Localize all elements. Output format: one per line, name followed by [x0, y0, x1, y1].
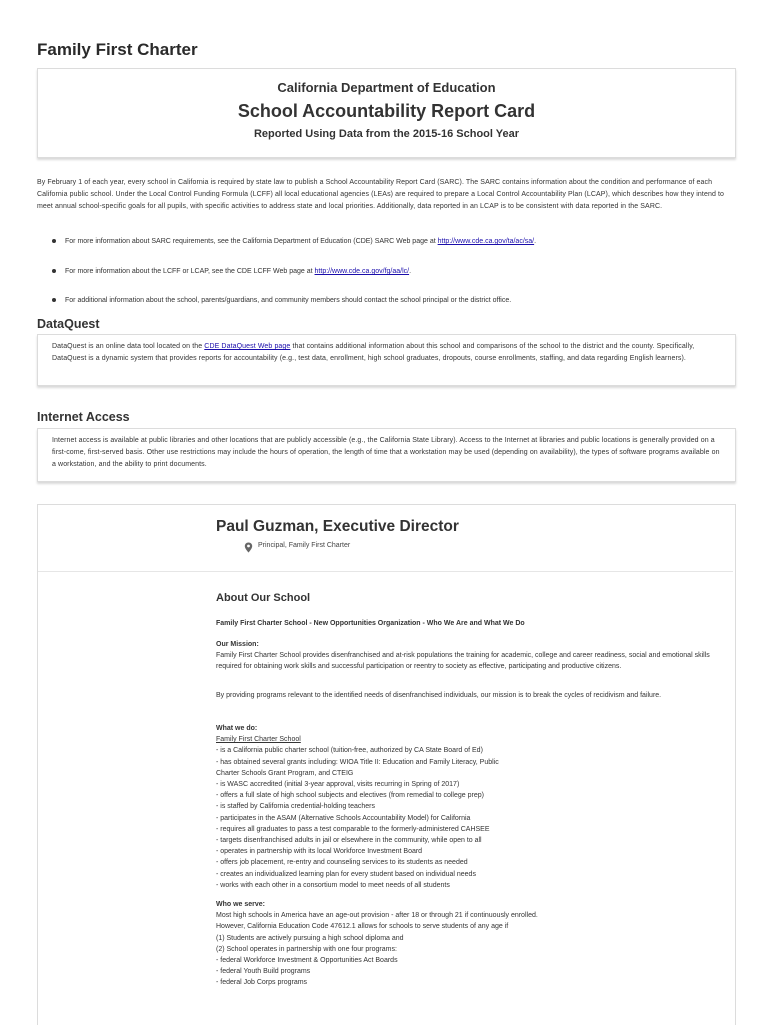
- bullet-dot-icon: [52, 269, 56, 273]
- list-item: - federal Job Corps programs: [216, 979, 308, 987]
- list-item: Charter Schools Grant Program, and CTEIG: [216, 769, 354, 777]
- principal-role: Principal, Family First Charter: [258, 542, 351, 549]
- school-name-title: Family First Charter: [37, 40, 198, 59]
- dataquest-link[interactable]: CDE DataQuest Web page: [204, 343, 291, 350]
- mission-label: Our Mission:: [216, 641, 259, 648]
- list-item: (2) School operates in partnership with one four programs:: [216, 945, 397, 953]
- report-subtitle: Reported Using Data from the 2015-16 School Year: [253, 128, 520, 140]
- bullet-after: .: [534, 238, 537, 245]
- list-item: - creates an individualized learning plan for every student based on individual needs: [216, 870, 476, 878]
- list-item: - offers a full slate of high school subjects and electives (from remedial to college prep): [216, 792, 484, 800]
- report-header-box: [37, 68, 736, 158]
- who-we-serve-label: Who we serve:: [216, 901, 266, 908]
- bullet-contact-info: [52, 297, 732, 304]
- list-item: - is a California public charter school (tuition-free, authorized by CA State Board of Ed): [216, 747, 483, 755]
- who-we-serve-block: [216, 899, 716, 989]
- bullet-after: .: [409, 268, 412, 275]
- list-item: - federal Workforce Investment & Opportunities Act Boards: [216, 957, 398, 965]
- location-pin-icon: [244, 542, 253, 553]
- dataquest-text: DataQuest is an online data tool located on the CDE DataQuest Web page that contains additional information about this school and comparisons of the school to the district and the county. Specifically, DataQuest is a dynamic system that provides reports for accountability (e.g., test data, enrollment, high school graduates, dropouts, course enrollments, staffing, and data regarding English learners).: [52, 343, 695, 362]
- list-item: - operates in partnership with its local Workforce Investment Board: [216, 848, 423, 856]
- lcff-link[interactable]: http://www.cde.ca.gov/fg/aa/lc/: [314, 268, 410, 275]
- list-item: Most high schools in America have an age-out provision - after 18 or through 21 if continuously enrolled.: [216, 912, 538, 920]
- internet-access-heading: Internet Access: [37, 410, 130, 424]
- dataquest-box: [37, 334, 736, 386]
- bullet-text: For additional information about the school, parents/guardians, and community members should contact the school principal or the district office.: [65, 297, 512, 304]
- principal-name: Paul Guzman, Executive Director: [216, 518, 459, 535]
- department-name: California Department of Education: [277, 80, 496, 95]
- bullet-text: For more information about SARC requirements, see the California Department of Education (CDE) SARC Web page at: [65, 238, 438, 245]
- report-title: School Accountability Report Card: [237, 101, 536, 121]
- list-item: However, California Education Code 47612.1 allows for schools to serve students of any age if: [216, 923, 509, 931]
- internet-access-box: [37, 428, 736, 482]
- what-we-do-school: Family First Charter School: [216, 736, 301, 744]
- about-school-subheading: Family First Charter School - New Opportunities Organization - Who We Are and What We Do: [216, 620, 525, 627]
- about-school-heading: About Our School: [216, 592, 311, 604]
- list-item: (1) Students are actively pursuing a high school diploma and: [216, 934, 404, 942]
- mission-block: [216, 639, 716, 673]
- list-item: - works with each other in a consortium model to meet needs of all students: [216, 881, 450, 889]
- list-item: - is WASC accredited (initial 3-year approval, visits recurring in Spring of 2017): [216, 781, 460, 789]
- profile-divider: [38, 571, 733, 572]
- list-item: - is staffed by California credential-holding teachers: [216, 803, 376, 811]
- mission-text-2: By providing programs relevant to the identified needs of disenfranchised individuals, our mission is to break the cycles of recidivism and failure.: [216, 692, 662, 699]
- intro-paragraph: By February 1 of each year, every school in California is required by state law to publish a School Accountability Report Card (SARC). The SARC contains information about the condition and performance of each California public school. Under the Local Control Funding Formula (LCFF) all local educational agencies (LEAs) are required to prepare a Local Control Accountability Plan (LCAP), which describes how they intend to meet annual school-specific goals for all pupils, with specific activities to address state and local priorities. Additionally, data reported in an LCAP is to be consistent with data reported in the SARC.: [37, 179, 725, 210]
- bullet-sarc-info: [52, 238, 732, 245]
- list-item: - targets disenfranchised adults in jail or elsewhere in the community, while open to all: [216, 837, 482, 845]
- list-item: - requires all graduates to pass a test comparable to the formerly-administered CAHSEE: [216, 825, 490, 833]
- sarc-link[interactable]: http://www.cde.ca.gov/ta/ac/sa/: [437, 238, 535, 245]
- bullet-text: For more information about the LCFF or LCAP, see the CDE LCFF Web page at: [65, 268, 315, 275]
- bullet-dot-icon: [52, 239, 56, 243]
- what-we-do-block: [216, 723, 716, 891]
- internet-access-text: Internet access is available at public libraries and other locations that are publicly accessible (e.g., the California State Library). Access to the Internet at libraries and public locations is generally provided on a first-come, first-served basis. Other use restrictions may include the hours of operation, the length of time that a workstation may be used (depending on availability), the types of software programs available on a workstation, and the ability to print documents.: [52, 437, 720, 468]
- bullet-lcff-info: [52, 268, 732, 275]
- list-item: - federal Youth Build programs: [216, 968, 311, 976]
- list-item: - has obtained several grants including: WIOA Title II: Education and Family Literacy, Public: [216, 758, 499, 766]
- mission-text: Family First Charter School provides disenfranchised and at-risk populations the training for academic, college and career readiness, social and emotional skills required for obtaining work skills and successful participation or reentry to society as effective, participating and productive citizens.: [216, 652, 710, 671]
- list-item: - offers job placement, re-entry and counseling services to its students as needed: [216, 859, 468, 867]
- dataquest-heading: DataQuest: [37, 317, 100, 331]
- what-we-do-label: What we do:: [216, 725, 258, 732]
- bullet-dot-icon: [52, 298, 56, 302]
- list-item: - participates in the ASAM (Alternative Schools Accountability Model) for California: [216, 814, 471, 822]
